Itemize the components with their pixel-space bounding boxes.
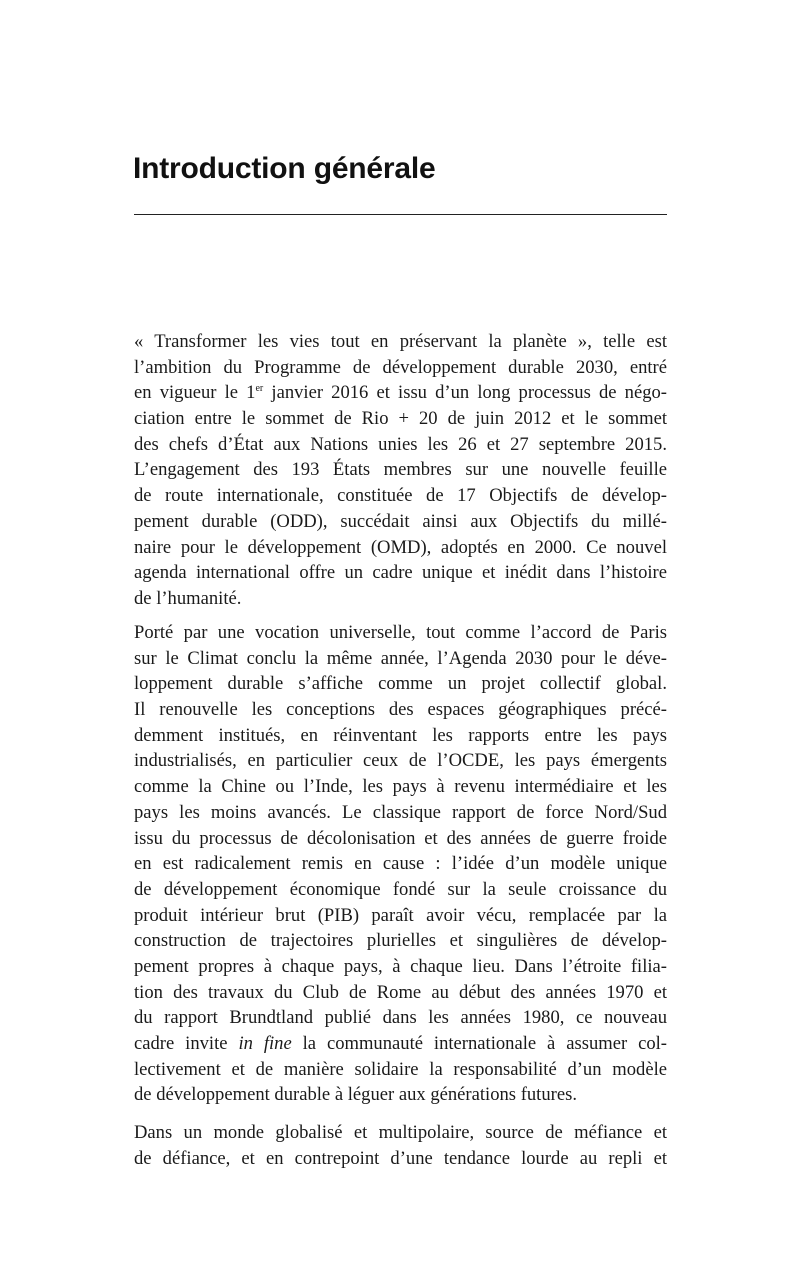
text-segment: pays les moins avancés. Le classique rapport de force Nord/Sud [134,801,667,823]
text-segment: Il renouvelle les conceptions des espaces géographiques précé- [134,699,667,721]
text-segment: Dans un monde globalisé et multipolaire, source de méfiance et [134,1122,667,1143]
text-segment: de route internationale, constituée de 17 Objectifs de dévelop- [134,485,667,507]
text-segment: de l’humanité. [134,587,242,609]
italic-text: in fine [238,1033,292,1054]
text-segment: issu du processus de décolonisation et des années de guerre froide [134,827,667,849]
text-line [134,1082,667,1108]
text-segment: industrialisés, en particulier ceux de l’OCDE, les pays émergents [134,750,667,772]
text-segment: de développement économique fondé sur la seule croissance du [134,878,667,900]
text-line [134,1146,667,1172]
text-line [134,483,667,509]
text-line [134,697,667,723]
text-segment: des chefs d’État aux Nations unies les 26 et 27 septembre 2015. [134,433,667,455]
chapter-title: Introduction générale [133,152,436,185]
paragraph-2 [134,620,667,1108]
text-line [134,723,667,749]
text-line [134,586,667,612]
text-segment: demment institués, en réinventant les rapports entre les pays [134,724,667,746]
text-line [134,671,667,697]
text-segment: cadre invite [134,1033,239,1054]
text-segment: lectivement et de manière solidaire la responsabilité d’un modèle [134,1058,667,1080]
text-line [134,1120,667,1146]
text-segment: du rapport Brundtland publié dans les années 1980, ce nouveau [134,1007,667,1029]
text-line [134,509,667,535]
text-segment: en vigueur le 1 [134,382,256,404]
text-segment: tion des travaux du Club de Rome au début des années 1970 et [134,981,667,1003]
text-segment: produit intérieur brut (PIB) paraît avoir vécu, remplacée par la [134,904,667,926]
text-line [134,954,667,980]
text-line [134,646,667,672]
text-line [134,1031,667,1057]
text-segment: loppement durable s’affiche comme un projet collectif global. [134,673,667,695]
text-line [134,1057,667,1083]
text-segment: pement propres à chaque pays, à chaque lieu. Dans l’étroite filia- [134,955,667,977]
text-line [134,535,667,561]
text-line [134,1005,667,1031]
text-line [134,774,667,800]
title-rule [134,214,667,215]
text-segment: construction de trajectoires plurielles et singulières de dévelop- [134,930,667,952]
text-segment: de développement durable à léguer aux générations futures. [134,1084,577,1106]
paragraph-3 [134,1120,667,1171]
text-segment: en est radicalement remis en cause : l’idée d’un modèle unique [134,853,667,875]
text-segment: sur le Climat conclu la même année, l’Agenda 2030 pour le déve- [134,647,667,669]
text-line [134,800,667,826]
text-line [134,432,667,458]
text-line [134,406,667,432]
text-segment: naire pour le développement (OMD), adoptés en 2000. Ce nouvel [134,536,667,558]
text-line [134,980,667,1006]
text-segment: la communauté internationale à assumer col- [291,1033,667,1054]
paragraph-1 [134,329,667,612]
text-line [134,355,667,381]
text-line [134,826,667,852]
text-line [134,620,667,646]
text-segment: de défiance, et en contrepoint d’une tendance lourde au repli et [134,1147,667,1169]
text-line [134,380,667,406]
superscript: er [255,383,264,395]
text-line [134,560,667,586]
text-line [134,748,667,774]
text-line [134,877,667,903]
text-line [134,903,667,929]
text-line [134,928,667,954]
text-segment: agenda international offre un cadre unique et inédit dans l’histoire [134,562,667,584]
text-segment: ciation entre le sommet de Rio + 20 de juin 2012 et le sommet [134,408,667,430]
text-line [134,851,667,877]
text-line [134,329,667,355]
text-segment: comme la Chine ou l’Inde, les pays à revenu intermédiaire et les [134,776,667,798]
text-line [134,457,667,483]
text-segment: l’ambition du Programme de développement durable 2030, entré [134,356,667,378]
text-segment: janvier 2016 et issu d’un long processus de négo- [263,382,667,404]
text-segment: « Transformer les vies tout en préservant la planète », telle est [134,331,667,352]
text-segment: L’engagement des 193 États membres sur une nouvelle feuille [134,459,667,481]
text-segment: pement durable (ODD), succédait ainsi aux Objectifs du millé- [134,510,667,532]
text-segment: Porté par une vocation universelle, tout comme l’accord de Paris [134,622,667,643]
